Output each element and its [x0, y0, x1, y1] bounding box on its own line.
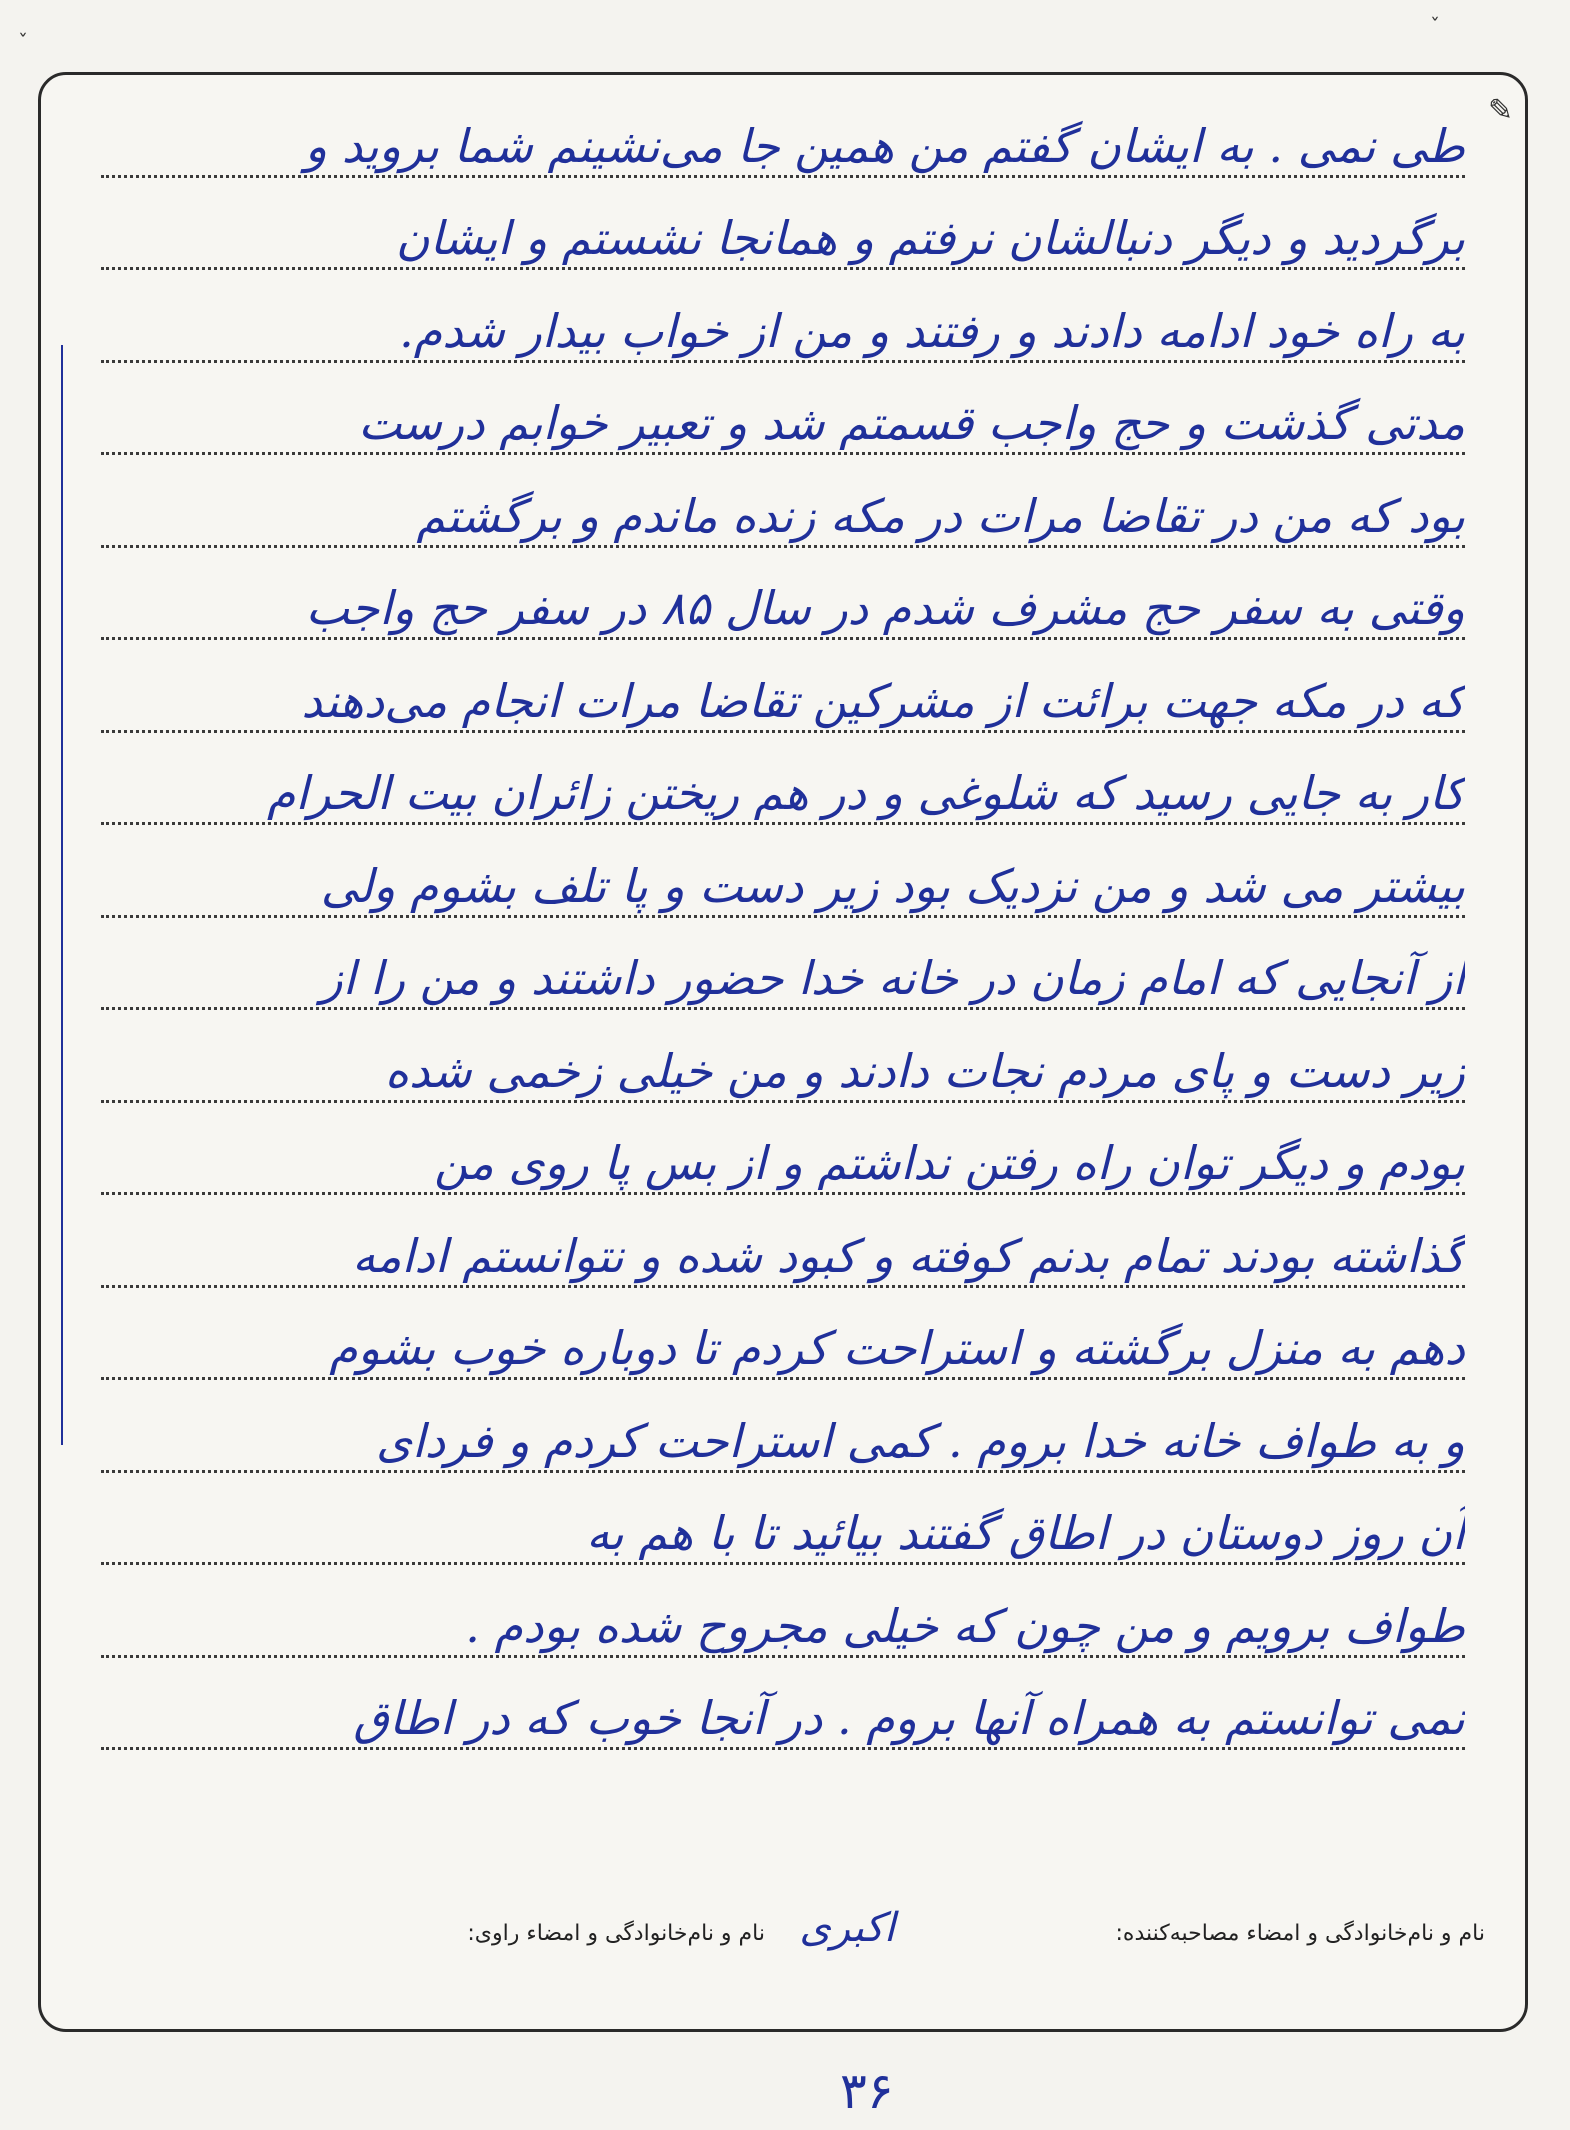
corner-mark: ˇ [18, 30, 28, 54]
signature-footer [101, 1905, 1485, 1999]
top-mark: ˇ [1430, 14, 1440, 38]
handwritten-line [101, 475, 1465, 568]
line-text: کار به جایی رسید که شلوغی و در هم ریختن زائران بیت الحرام [266, 766, 1465, 820]
handwritten-line [101, 290, 1465, 383]
line-text: بیشتر می شد و من نزدیک بود زیر دست و پا تلف بشوم ولی [320, 858, 1465, 913]
line-text: گذاشته بودند تمام بدنم کوفته و کبود شده و نتوانستم ادامه [352, 1228, 1465, 1283]
handwritten-line [101, 1123, 1465, 1216]
line-text: مدتی گذشت و حج واجب قسمتم شد و تعبیر خوابم درست [358, 396, 1465, 450]
handwritten-signature: اکبری [799, 1905, 895, 1951]
handwritten-line [101, 1400, 1465, 1493]
handwritten-line [101, 1308, 1465, 1401]
handwritten-line [101, 1493, 1465, 1586]
page-number: ۳۶ [840, 2062, 894, 2120]
handwritten-line [101, 660, 1465, 753]
line-text: طواف برویم و من چون که خیلی مجروح شده بودم . [465, 1598, 1465, 1653]
handwritten-line [101, 1585, 1465, 1678]
line-text: آن روز دوستان در اطاق گفتند بیائید تا با هم به [586, 1506, 1465, 1560]
narrator-label: نام و نام‌خانوادگی و امضاء راوی: [467, 1921, 765, 1946]
line-text: طی نمی . به ایشان گفتم من همین جا می‌نشینم شما بروید و [304, 118, 1465, 173]
line-text: به راه خود ادامه دادند و رفتند و من از خواب بیدار شدم. [399, 303, 1465, 358]
handwritten-line [101, 1030, 1465, 1123]
handwritten-line [101, 1678, 1465, 1771]
line-text: نمی توانستم به همراه آنها بروم . در آنجا خوب که در اطاق [353, 1691, 1465, 1745]
handwritten-line [101, 1215, 1465, 1308]
line-text: وقتی به سفر حج مشرف شدم در سال ۸۵ در سفر حج واجب [305, 581, 1465, 635]
pen-logo-icon: ✎ [1487, 93, 1513, 128]
line-text: برگردید و دیگر دنبالشان نرفتم و همانجا نشستم و ایشان [395, 211, 1465, 265]
handwritten-lines [101, 105, 1465, 1770]
handwritten-line [101, 568, 1465, 661]
line-text: بودم و دیگر توان راه رفتن نداشتم و از بس پا روی من [434, 1136, 1465, 1190]
handwritten-line [101, 845, 1465, 938]
page-frame [38, 72, 1528, 2032]
line-text: دهم به منزل برگشته و استراحت کردم تا دوباره خوب بشوم [329, 1321, 1465, 1375]
handwritten-line [101, 938, 1465, 1031]
line-text: و به طواف خانه خدا بروم . کمی استراحت کردم و فردای [375, 1413, 1465, 1468]
handwritten-line [101, 383, 1465, 476]
interviewer-label: نام و نام‌خانوادگی و امضاء مصاحبه‌کننده: [1115, 1921, 1485, 1946]
handwritten-line [101, 753, 1465, 846]
handwritten-line [101, 198, 1465, 291]
handwritten-line [101, 105, 1465, 198]
line-text: از آنجایی که امام زمان در خانه خدا حضور داشتند و من را از [320, 951, 1465, 1005]
line-text: زیر دست و پای مردم نجات دادند و من خیلی زخمی شده [384, 1043, 1465, 1098]
margin-stroke [61, 345, 63, 1445]
line-text: که در مکه جهت برائت از مشرکین تقاضا مرات انجام می‌دهند [301, 673, 1465, 728]
line-text: بود که من در تقاضا مرات در مکه زنده ماندم و برگشتم [416, 488, 1465, 543]
